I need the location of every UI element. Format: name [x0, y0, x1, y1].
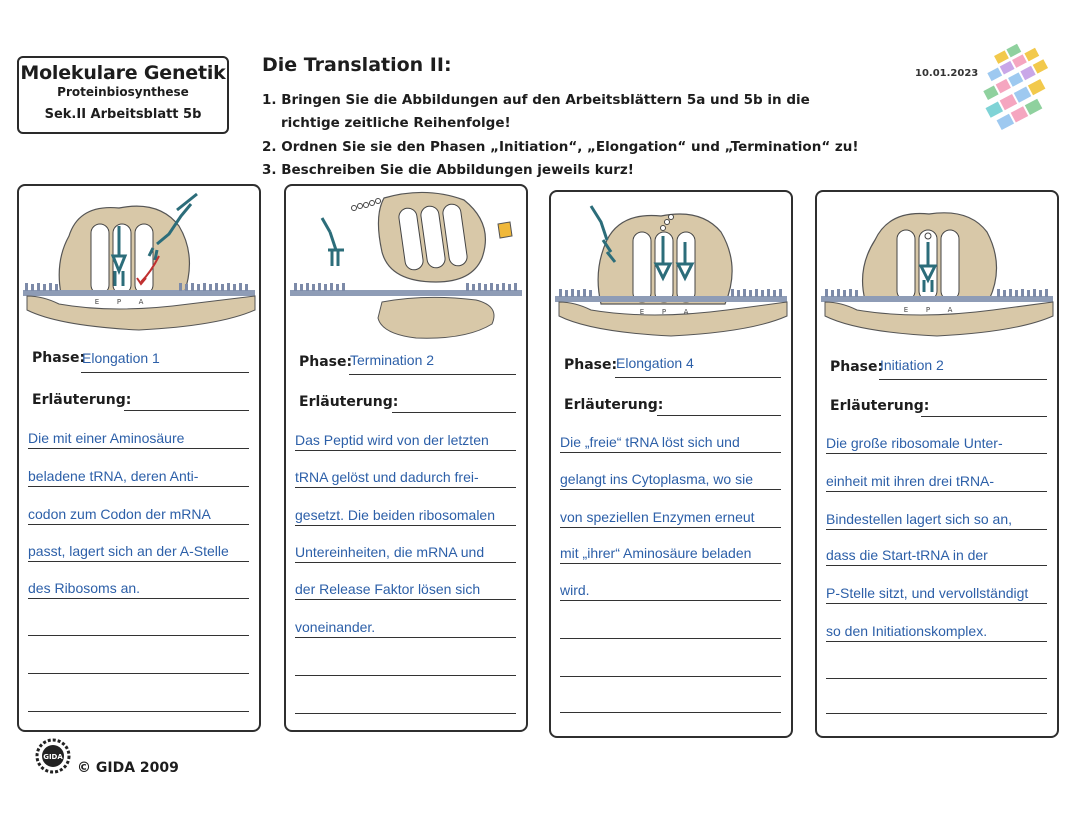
site-label-a: A — [683, 308, 689, 316]
rule-line — [826, 641, 1047, 642]
rule-line — [28, 711, 249, 712]
rule-line — [826, 529, 1047, 530]
rule-line — [295, 487, 516, 488]
worksheet-sheet-label: Sek.II Arbeitsblatt 5b — [44, 107, 202, 122]
card-initiation-2 — [815, 190, 1059, 738]
erlaeuterung-line — [392, 412, 516, 413]
rule-line — [28, 524, 249, 525]
copyright: © GIDA 2009 — [77, 760, 179, 776]
answer-line-1: Die „freie“ tRNA löst sich und — [560, 434, 740, 450]
erlaeuterung-line — [124, 410, 249, 411]
rule-line — [826, 565, 1047, 566]
answer-line-2: einheit mit ihren drei tRNA- — [826, 473, 995, 489]
site-label-a: A — [947, 306, 953, 314]
phase-label: Phase: — [564, 357, 618, 373]
rule-line — [826, 491, 1047, 492]
answer-line-1: Das Peptid wird von der letzten — [295, 432, 489, 448]
answer-line-2: beladene tRNA, deren Anti- — [28, 468, 199, 484]
answer-line-1: Die mit einer Aminosäure — [28, 430, 185, 446]
task-3: 3. Beschreiben Sie die Abbildungen jeweils kurz! — [262, 162, 634, 178]
rule-line — [295, 599, 516, 600]
rule-line — [560, 563, 781, 564]
site-label-p: P — [661, 308, 667, 316]
phase-line — [879, 379, 1047, 380]
answer-line-6: voneinander. — [295, 619, 376, 635]
phase-answer: Initiation 2 — [880, 357, 944, 373]
card-elongation-1 — [17, 184, 261, 732]
task-1: 1. Bringen Sie die Abbildungen auf den Arbeitsblättern 5a und 5b in die — [262, 92, 810, 108]
rule-line — [28, 635, 249, 636]
answer-line-4: Untereinheiten, die mRNA und — [295, 544, 485, 560]
site-label-e: E — [903, 306, 909, 314]
handwritten-date: 10.01.2023 — [915, 68, 979, 79]
erlaeuterung-label: Erläuterung: — [32, 392, 132, 408]
worksheet-title-box — [17, 56, 229, 134]
worksheet-subtitle: Proteinbiosynthese — [57, 85, 189, 99]
answer-line-5: P-Stelle sitzt, und vervollständigt — [826, 585, 1029, 601]
erlaeuterung-label: Erläuterung: — [564, 397, 664, 413]
phase-line — [81, 372, 249, 373]
phase-answer: Termination 2 — [350, 352, 435, 368]
task-2: 2. Ordnen Sie sie den Phasen „Initiation“, „Elongation“ und „Termination“ zu! — [262, 139, 859, 155]
answer-line-6: so den Initiationskomplex. — [826, 623, 988, 639]
rule-line — [28, 598, 249, 599]
rule-line — [28, 448, 249, 449]
site-label-e: E — [94, 298, 100, 306]
answer-line-2: tRNA gelöst und dadurch frei- — [295, 469, 479, 485]
rule-line — [560, 638, 781, 639]
ribosome-initiation-illustration — [817, 192, 1057, 352]
page-heading: Die Translation II: — [262, 54, 452, 76]
answer-line-1: Die große ribosomale Unter- — [826, 435, 1003, 451]
answer-line-5: wird. — [560, 582, 590, 598]
phase-label: Phase: — [299, 354, 353, 370]
card-termination-2 — [284, 184, 528, 732]
answer-line-5: des Ribosoms an. — [28, 580, 141, 596]
rule-line — [295, 525, 516, 526]
phase-label: Phase: — [830, 359, 884, 375]
answer-line-5: der Release Faktor lösen sich — [295, 581, 481, 597]
rule-line — [295, 713, 516, 714]
site-label-a: A — [138, 298, 144, 306]
task-1-continued: richtige zeitliche Reihenfolge! — [281, 115, 511, 131]
answer-line-3: gesetzt. Die beiden ribosomalen — [295, 507, 496, 523]
site-label-p: P — [116, 298, 122, 306]
card-elongation-4 — [549, 190, 793, 738]
phase-label: Phase: — [32, 350, 86, 366]
rule-line — [560, 712, 781, 713]
ribosome-dissociation-illustration — [286, 186, 526, 346]
rule-line — [295, 562, 516, 563]
erlaeuterung-line — [657, 415, 781, 416]
rule-line — [826, 453, 1047, 454]
rule-line — [560, 600, 781, 601]
rule-line — [295, 675, 516, 676]
ribosome-illustration — [19, 186, 259, 346]
erlaeuterung-label: Erläuterung: — [830, 398, 930, 414]
answer-line-4: mit „ihrer“ Aminosäure beladen — [560, 545, 752, 561]
worksheet-title: Molekulare Genetik — [20, 62, 226, 84]
gida-logo-text: GIDA — [43, 753, 63, 761]
rule-line — [28, 561, 249, 562]
rule-line — [295, 637, 516, 638]
answer-line-2: gelangt ins Cytoplasma, wo sie — [560, 471, 753, 487]
erlaeuterung-line — [921, 416, 1047, 417]
rule-line — [826, 713, 1047, 714]
erlaeuterung-label: Erläuterung: — [299, 394, 399, 410]
gida-logo — [35, 738, 71, 774]
answer-line-3: Bindestellen lagert sich so an, — [826, 511, 1012, 527]
answer-line-3: von speziellen Enzymen erneut — [560, 509, 755, 525]
rule-line — [826, 603, 1047, 604]
rule-line — [560, 676, 781, 677]
ribosome-elongation-illustration — [551, 192, 791, 352]
highlighter-tabs-decoration — [980, 40, 1070, 150]
phase-answer: Elongation 1 — [82, 350, 160, 366]
answer-line-3: codon zum Codon der mRNA — [28, 506, 211, 522]
rule-line — [560, 527, 781, 528]
phase-line — [615, 377, 781, 378]
site-label-p: P — [925, 306, 931, 314]
rule-line — [560, 489, 781, 490]
answer-line-4: dass die Start-tRNA in der — [826, 547, 988, 563]
phase-line — [349, 374, 516, 375]
site-label-e: E — [639, 308, 645, 316]
phase-answer: Elongation 4 — [616, 355, 694, 371]
rule-line — [826, 678, 1047, 679]
answer-line-4: passt, lagert sich an der A-Stelle — [28, 543, 229, 559]
rule-line — [560, 452, 781, 453]
rule-line — [295, 450, 516, 451]
rule-line — [28, 486, 249, 487]
rule-line — [28, 673, 249, 674]
